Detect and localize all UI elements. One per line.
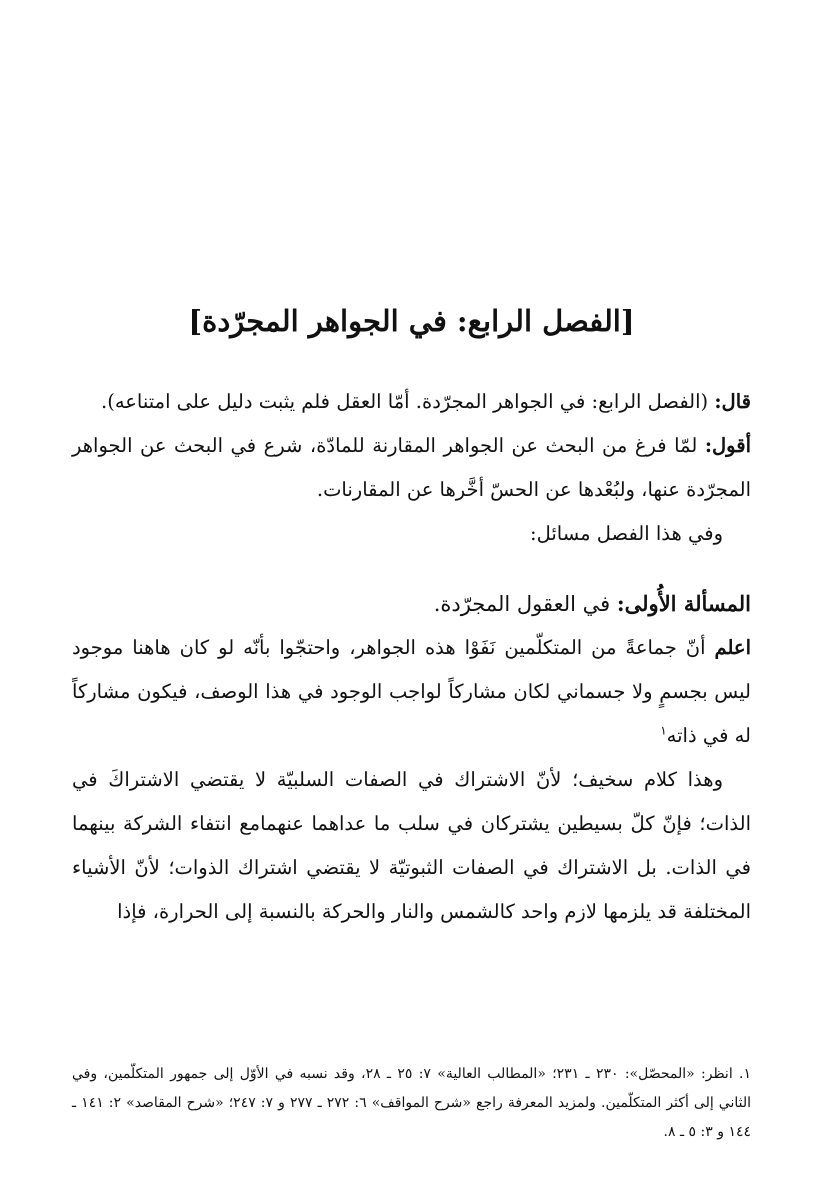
footnote-ref: ١ xyxy=(660,723,667,738)
commentary-content: لمّا فرغ من البحث عن الجواهر المقارنة للمادّة، شرع في البحث عن الجواهر المجرّدة عنها، ولبُعْدها عن الحسّ أخَّرها عن المقارنات. xyxy=(72,434,751,501)
commentary-label: أقول: xyxy=(704,434,751,457)
chapter-title: [الفصل الرابع: في الجواهر المجرّدة] xyxy=(188,304,635,338)
question-title: المسألة الأُولى: xyxy=(616,591,751,616)
paragraph-aalam xyxy=(72,626,751,758)
text-label: قال: xyxy=(714,390,751,413)
commentary-paragraph xyxy=(72,424,751,512)
main-text xyxy=(72,380,751,934)
intro-line: وفي هذا الفصل مسائل: xyxy=(530,522,723,545)
footnote-1: ١. انظر: «المحصّل»: ٢٣٠ ـ ٢٣١؛ «المطالب العالية» ٧: ٢٥ ـ ٢٨، وقد نسبه في الأوّل إلى جمهور المتكلّمين، وفي الثاني إلى أكثر المتكلّمين. ولمزيد المعرفة راجع «شرح المواقف» ٦: ٢٧٢ ـ ٢٧٧ و ٧: ٢٤٧؛ «شرح المقاصد» ٢: ١٤١ ـ ١٤٤ و ٣: ٥ ـ ٨. xyxy=(72,1066,752,1140)
aalam-content: أنّ جماعةً من المتكلّمين نَفَوْا هذه الجواهر، واحتجّوا بأنّه لو كان هاهنا موجود ليس بجسمٍ ولا جسماني لكان مشاركاً لواجب الوجود في هذا الوصف، فيكون مشاركاً له في ذاته xyxy=(72,636,751,747)
aalam-label: اعلم xyxy=(714,636,751,659)
footnotes xyxy=(72,1060,751,1147)
question-subtitle: في العقول المجرّدة. xyxy=(433,592,611,616)
text-content: (الفصل الرابع: في الجواهر المجرّدة. أمّا العقل فلم يثبت دليل على امتناعه). xyxy=(101,390,709,413)
question-heading xyxy=(72,582,751,626)
paragraph-rebuttal: وهذا كلام سخيف؛ لأنّ الاشتراك في الصفات السلبيّة لا يقتضي الاشتراكَ في الذات؛ فإنّ كلّ بسيطين يشتركان في سلب ما عداهما عنهمامع انتفاء الشركة بينهما في الذات. بل الاشتراك في الصفات الثبوتيّة لا يقتضي اشتراك الذوات؛ لأنّ الأشياء المختلفة قد يلزمها لازم واحد كالشمس والنار والحركة بالنسبة إلى الحرارة، فإذا xyxy=(72,768,751,923)
text-paragraph xyxy=(72,380,751,424)
